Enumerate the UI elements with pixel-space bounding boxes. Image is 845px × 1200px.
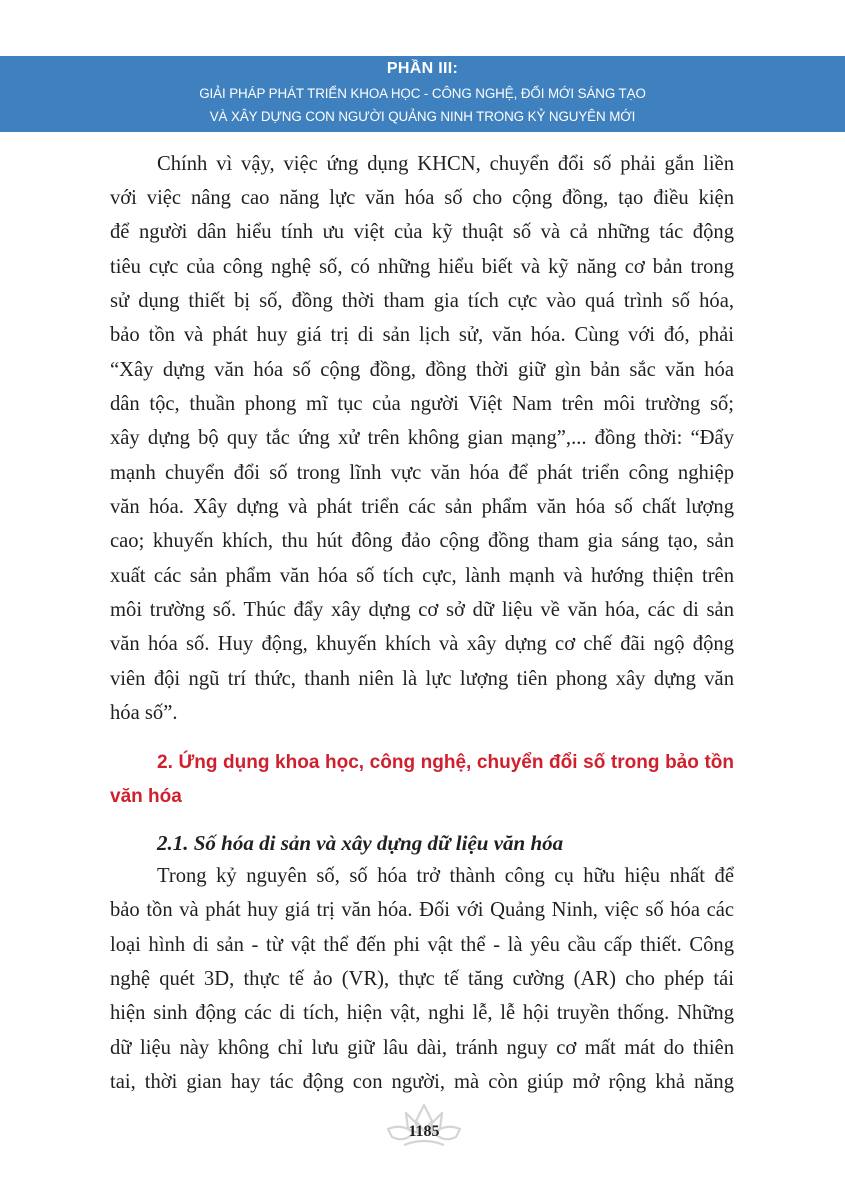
section-heading-line-1: 2. Ứng dụng khoa học, công nghệ, chuyển đổi số trong bảo tồn [157, 752, 734, 773]
text-line: môi trường số. Thúc đẩy xây dựng cơ sở dữ liệu về văn hóa, các di sản [110, 599, 734, 621]
part-label: PHẦN III: [386, 60, 459, 77]
text-line: Chính vì vậy, việc ứng dụng KHCN, chuyển đổi số phải gắn liền [157, 153, 734, 175]
text-line: “Xây dựng văn hóa số cộng đồng, đồng thời giữ gìn bản sắc văn hóa [110, 359, 734, 381]
text-line: sử dụng thiết bị số, đồng thời tham gia tích cực vào quá trình số hóa, [110, 290, 734, 312]
text-line: dữ liệu này không chỉ lưu giữ lâu dài, tránh nguy cơ mất mát do thiên [110, 1037, 734, 1059]
text-line: hiện sinh động các di tích, hiện vật, nghi lễ, lễ hội truyền thống. Những [110, 1002, 734, 1024]
text-line: văn hóa số. Huy động, khuyến khích và xây dựng cơ chế đãi ngộ động [110, 633, 734, 655]
section-heading-line-2: văn hóa [110, 786, 182, 807]
text-line: cao; khuyến khích, thu hút đông đảo cộng đồng tham gia sáng tạo, sản [110, 530, 734, 552]
text-line: loại hình di sản - từ vật thể đến phi vật thể - là yêu cầu cấp thiết. Công [110, 934, 734, 956]
text-line: bảo tồn và phát huy giá trị văn hóa. Đối với Quảng Ninh, việc số hóa các [110, 899, 734, 921]
subsection-heading: 2.1. Số hóa di sản và xây dựng dữ liệu văn hóa [157, 831, 564, 855]
text-line: với việc nâng cao năng lực văn hóa số cho cộng đồng, tạo điều kiện [110, 187, 734, 209]
page-number: 1185 [408, 1123, 440, 1140]
text-line: mạnh chuyển đổi số trong lĩnh vực văn hóa để phát triển công nghiệp [110, 462, 734, 484]
text-line: hóa số”. [110, 702, 178, 724]
text-line: Trong kỷ nguyên số, số hóa trở thành công cụ hữu hiệu nhất để [157, 865, 734, 887]
part-title-line-2: VÀ XÂY DỰNG CON NGƯỜI QUẢNG NINH TRONG KỶ NGUYÊN MỚI [209, 109, 636, 124]
page-footer [382, 1101, 466, 1149]
text-line: văn hóa. Xây dựng và phát triển các sản phẩm văn hóa số chất lượng [110, 496, 734, 518]
text-line: bảo tồn và phát huy giá trị di sản lịch sử, văn hóa. Cùng với đó, phải [110, 324, 734, 346]
part-title-line-1: GIẢI PHÁP PHÁT TRIỂN KHOA HỌC - CÔNG NGHỆ, ĐỔI MỚI SÁNG TẠO [199, 86, 646, 101]
text-line: để người dân hiểu tính ưu việt của kỹ thuật số và cả những tác động [110, 221, 734, 243]
chapter-header-band [0, 56, 845, 132]
text-line: dân tộc, thuần phong mĩ tục của người Việt Nam trên môi trường số; [110, 393, 734, 415]
text-line: nghệ quét 3D, thực tế ảo (VR), thực tế tăng cường (AR) cho phép tái [110, 968, 734, 990]
text-line: xây dựng bộ quy tắc ứng xử trên không gian mạng”,... đồng thời: “Đẩy [110, 427, 734, 449]
text-line: tiêu cực của công nghệ số, có những hiểu biết và kỹ năng cơ bản trong [110, 256, 734, 278]
text-line: viên đội ngũ trí thức, thanh niên là lực lượng tiên phong xây dựng văn [110, 668, 734, 690]
text-line: tai, thời gian hay tác động con người, mà còn giúp mở rộng khả năng [110, 1071, 734, 1093]
text-line: xuất các sản phẩm văn hóa số tích cực, lành mạnh và hướng thiện trên [110, 565, 734, 587]
